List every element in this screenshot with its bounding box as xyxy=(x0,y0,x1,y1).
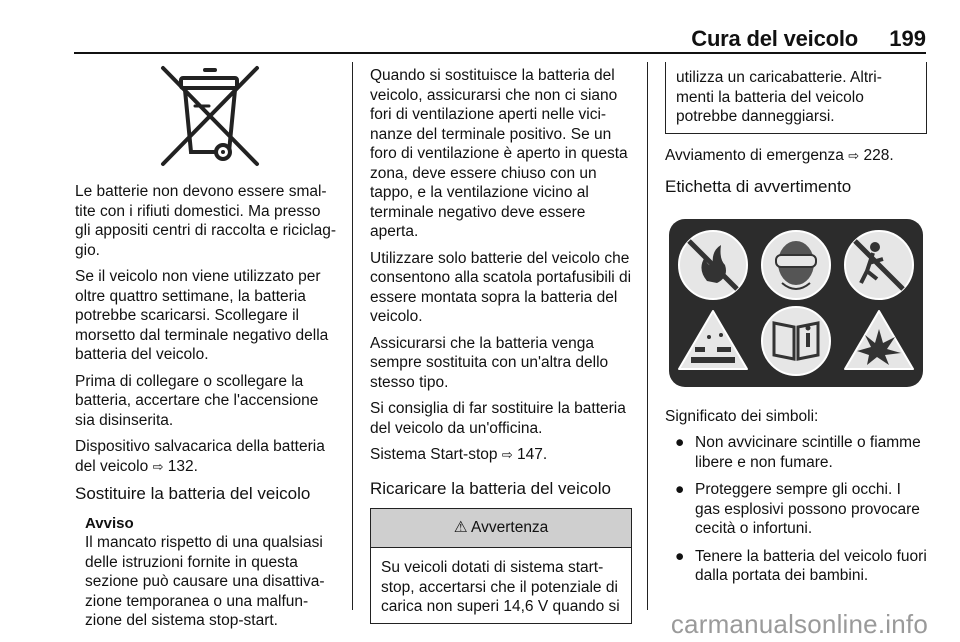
warning-label-image xyxy=(669,219,923,387)
keep-children-away-icon xyxy=(845,231,913,299)
crossed-bin-icon xyxy=(155,64,265,174)
page-ref-link[interactable]: 147. xyxy=(517,446,548,463)
column-right xyxy=(665,62,927,594)
vent-paragraph: Quando si sostituisce la batteria del veicolo, assicurarsi che non ci siano fori di ventilazione aperti nelle vici-nanze del terminale positivo. Se un foro di ventilazione è aperto in questa zona, deve essere chiuso con un tappo, e la ventilazione vicino al terminale negativo deve essere aperta. xyxy=(370,67,628,240)
warning-title: Avvertenza xyxy=(471,519,549,536)
same-type-paragraph: Assicurarsi che la batteria venga sempre sostituita con un'altra dello stesso tipo. xyxy=(370,334,609,391)
page-ref-arrow-icon: ⇨ xyxy=(501,447,513,462)
page-header xyxy=(0,0,960,54)
warning-box-header xyxy=(371,509,631,548)
page-ref-link[interactable]: 228. xyxy=(863,146,894,164)
warning-box xyxy=(370,508,632,624)
bullet-icon: ● xyxy=(675,481,685,498)
column-middle xyxy=(370,66,632,624)
bullet-icon: ● xyxy=(675,547,685,565)
section-heading-label: Etichetta di avvertimento xyxy=(665,177,852,196)
disposal-paragraph: Le batterie non devono essere smal-tite con i rifiuti domestici. Ma presso gli appositi centri di raccolta e riciclag-gio. xyxy=(75,183,337,259)
notice-block xyxy=(75,514,340,631)
page-ref-arrow-icon: ⇨ xyxy=(848,147,860,163)
notice-text: Il mancato rispetto di una qualsiasi delle istruzioni fornite in questa sezione può causare una disattiva-zione temporanea o una malfun-zione del sistema stop-start. xyxy=(85,534,325,629)
warning-triangle-icon: ⚠ xyxy=(453,519,468,536)
startstop-paragraph: Sistema Start-stop ⇨ 147. xyxy=(370,446,548,463)
list-item: ● Non avvicinare scintille o fiamme libere e non fumare. xyxy=(675,434,921,471)
header-rule xyxy=(74,52,926,54)
page-ref-link[interactable]: 132. xyxy=(167,457,198,475)
charge-protect-paragraph: Dispositivo salvacarica della batteria del veicolo ⇨ 132. xyxy=(75,438,325,475)
read-manual-icon xyxy=(762,307,830,375)
symbols-intro: Significato dei simboli: xyxy=(665,407,819,425)
column-divider xyxy=(352,62,353,610)
page-ref-arrow-icon: ⇨ xyxy=(152,458,164,474)
list-item: ● Tenere la batteria del veicolo fuori dalla portata dei bambini. xyxy=(675,547,927,584)
watermark: carmanualsonline.info xyxy=(670,609,928,639)
workshop-paragraph: Si consiglia di far sostituire la batteria del veicolo da un'officina. xyxy=(370,400,626,437)
symbols-list xyxy=(665,433,927,586)
warning-box-continued: utilizza un caricabatterie. Altri-menti la batteria del veicolo potrebbe danneggiarsi. xyxy=(665,62,927,134)
discharge-paragraph: Se il veicolo non viene utilizzato per oltre quattro settimane, la batteria potrebbe scaricarsi. Scollegare il morsetto dal terminale negativo della batteria del veicolo. xyxy=(75,268,329,363)
ignition-paragraph: Prima di collegare o scollegare la batteria, accertare che l'accensione sia disinserita. xyxy=(75,372,319,429)
warning-text: Su veicoli dotati di sistema start-stop, accertarsi che il potenziale di carica non superi 14,6 V quando si xyxy=(381,559,620,615)
chapter-title: Cura del veicolo xyxy=(691,26,858,51)
fusebox-paragraph: Utilizzare solo batterie del veicolo che consentono alla scatola portafusibili di essere montata sopra la batteria del veicolo. xyxy=(370,249,632,325)
bullet-icon: ● xyxy=(675,434,685,451)
jumpstart-paragraph: Avviamento di emergenza ⇨ 228. xyxy=(665,146,894,164)
notice-title: Avviso xyxy=(85,514,134,532)
list-item: ● Proteggere sempre gli occhi. I gas esplosivi possono provocare cecità o infortuni. xyxy=(675,481,920,537)
no-flame-icon xyxy=(679,231,747,299)
section-heading-replace: Sostituire la batteria del veicolo xyxy=(75,484,311,503)
page-number: 199 xyxy=(889,26,926,51)
section-heading-charge: Ricaricare la batteria del veicolo xyxy=(370,478,611,498)
column-divider xyxy=(647,62,648,610)
eye-protection-icon xyxy=(762,231,830,299)
